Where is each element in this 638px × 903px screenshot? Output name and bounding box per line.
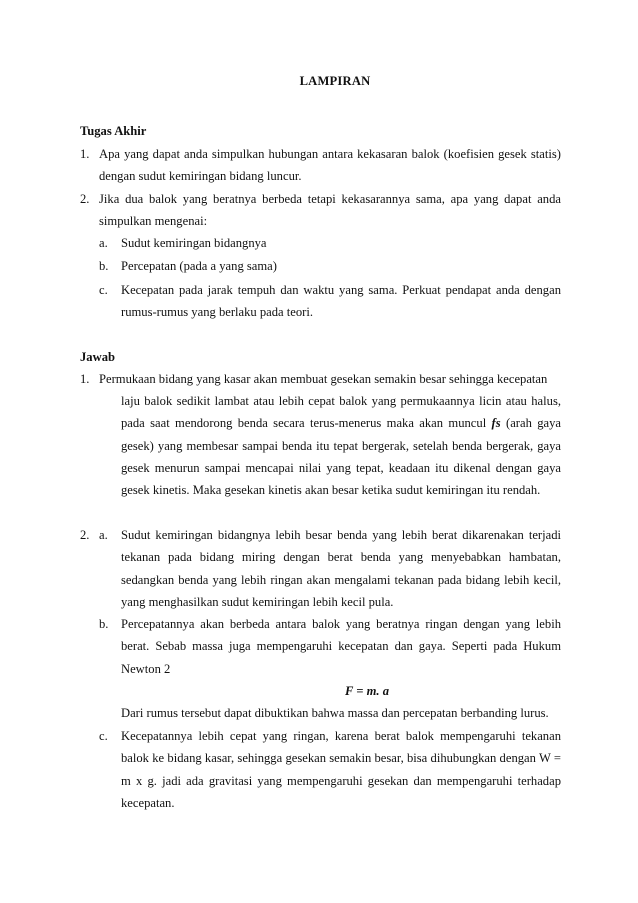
answer-2b-conclusion: Dari rumus tersebut dapat dibuktikan bahwa massa dan percepatan berbanding lurus.	[121, 706, 549, 720]
question-2b-pre: Percepatan (pada	[121, 259, 211, 273]
formula: F = m. a	[344, 684, 390, 698]
answer-2c-label: c.	[99, 729, 108, 743]
question-1-text: Apa yang dapat anda simpulkan hubungan antara kekasaran balok (koefisien gesek statis) dengan sudut kemiringan bidang luncur.	[99, 147, 561, 184]
question-2b-post: yang sama)	[216, 259, 277, 273]
answer-1-text	[121, 390, 561, 501]
question-2c-text: Kecepatan pada jarak tempuh dan waktu yang sama. Perkuat pendapat anda dengan rumus-rumus yang berlaku pada teori.	[121, 283, 561, 320]
question-2a-label: a.	[99, 236, 108, 250]
answer-2a-label: a.	[99, 528, 108, 542]
page-title: LAMPIRAN	[299, 74, 371, 88]
acceleration-symbol: a	[210, 259, 217, 273]
fs-symbol: fs	[491, 416, 501, 431]
answer-2a-text: Sudut kemiringan bidangnya lebih besar benda yang lebih berat dikarenakan terjadi tekanan pada bidang miring dengan berat benda yang menyebabkan hambatan, sedangkan benda yang lebih ringan akan mengalami tekanan pada bidang lebih kecil, yang menghasilkan sudut kemiringan lebih kecil pula.	[121, 528, 561, 609]
answer-1-post: (arah gaya gesek) yang membesar sampai benda itu tepat bergerak, setelah benda bergerak, gaya gesek menurun sampai mencapai nilai yang tepat, keadaan itu dikenal dengan gaya gesek kinetis. Maka gesekan kinetis akan besar ketika sudut kemiringan itu rendah.	[121, 416, 561, 498]
question-2b-label: b.	[99, 259, 109, 273]
answer-2b-text: Percepatannya akan berbeda antara balok yang beratnya ringan dengan yang lebih berat. Sebab massa juga mempengaruhi kecepatan dan gaya. Seperti pada Hukum Newton 2	[121, 617, 561, 676]
answer-1-first-line: Permukaan bidang yang kasar akan membuat gesekan semakin besar sehingga kecepatan	[99, 372, 548, 386]
answer-2b-label: b.	[99, 617, 109, 631]
jawab-heading: Jawab	[80, 350, 115, 364]
answer-2-number: 2.	[80, 528, 90, 542]
answer-1-pre: laju balok sedikit lambat atau lebih cepat balok yang permukaannya licin atau halus, pada saat mendorong benda secara terus-menerus maka akan muncul	[121, 394, 561, 431]
question-1-number: 1.	[80, 147, 90, 161]
question-2-number: 2.	[80, 192, 90, 206]
answer-1-number: 1.	[80, 372, 90, 386]
question-2b-text	[121, 255, 561, 277]
question-2-text: Jika dua balok yang beratnya berbeda tetapi kekasarannya sama, apa yang dapat anda simpulkan mengenai:	[99, 192, 561, 229]
question-2a-text: Sudut kemiringan bidangnya	[121, 236, 267, 250]
question-2c-label: c.	[99, 283, 108, 297]
tugas-heading: Tugas Akhir	[80, 124, 147, 138]
answer-2c-text: Kecepatannya lebih cepat yang ringan, karena berat balok mempengaruhi tekanan balok ke bidang kasar, sehingga gesekan semakin besar, bisa dihubungkan dengan W = m x g. jadi ada gravitasi yang mempengaruhi gesekan dan mempengaruhi terhadap kecepatan.	[121, 729, 561, 810]
